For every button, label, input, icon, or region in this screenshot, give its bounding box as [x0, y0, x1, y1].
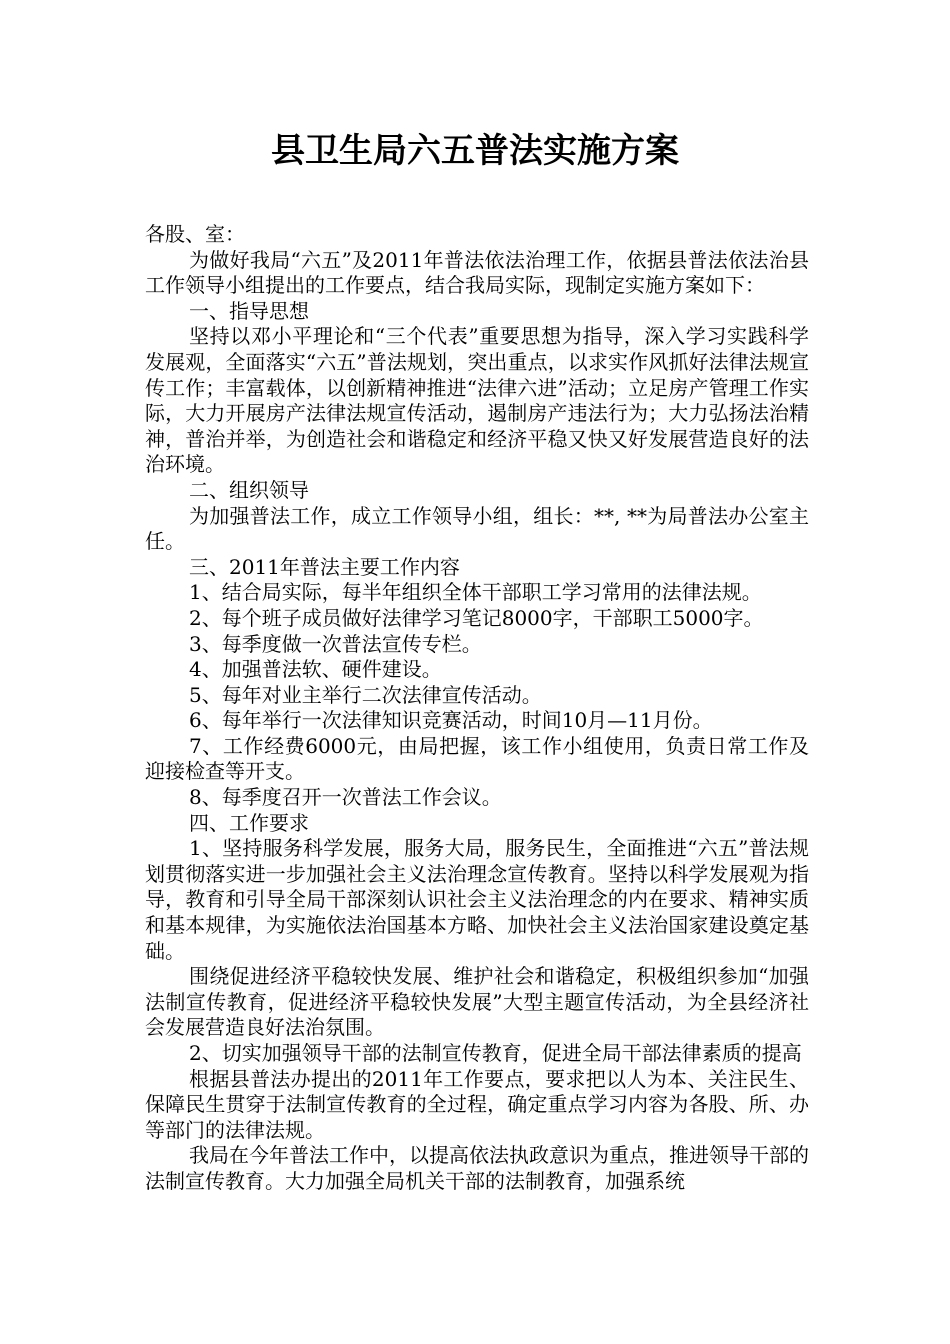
paragraph: 根据县普法办提出的2011年工作要点，要求把以人为本、关注民生、保障民生贯穿于法制宣传教育的全过程，确定重点学习内容为各股、所、办等部门的法律法规。	[145, 1066, 809, 1142]
paragraph: 二、组织领导	[189, 477, 309, 502]
paragraph: 各股、室：	[145, 222, 245, 246]
paragraph: 我局在今年普法工作中，以提高依法执政意识为重点，推进领导干部的法制宣传教育。大力加强全局机关干部的法制教育，加强系统	[145, 1143, 809, 1193]
document-title: 县卫生局六五普法实施方案	[271, 131, 679, 171]
paragraph: 7、工作经费6000元，由局把握，该工作小组使用，负责日常工作及迎接检查等开支。	[145, 733, 809, 784]
document-body	[145, 222, 809, 1195]
paragraph: 6、每年举行一次法律知识竞赛活动，时间10月—11月份。	[189, 708, 713, 733]
paragraph: 8、每季度召开一次普法工作会议。	[189, 785, 502, 810]
paragraph: 2、切实加强领导干部的法制宣传教育，促进全局干部法律素质的提高	[189, 1041, 802, 1065]
paragraph: 为做好我局“六五”及2011年普法依法治理工作，依据县普法依法治县工作领导小组提出的工作要点，结合我局实际，现制定实施方案如下：	[145, 247, 809, 298]
paragraph: 3、每季度做一次普法宣传专栏。	[189, 631, 482, 656]
paragraph: 5、每年对业主举行二次法律宣传活动。	[189, 682, 542, 707]
paragraph: 1、坚持服务科学发展，服务大局，服务民生，全面推进“六五”普法规划贯彻落实进一步加强社会主义法治理念宣传教育。坚持以科学发展观为指导，教育和引导全局干部深刻认识社会主义法治理念的内在要求、精神实质和基本规律，为实施依法治国基本方略、加快社会主义法治国家建设奠定基础。	[145, 836, 809, 963]
paragraph: 围绕促进经济平稳较快发展、维护社会和谐稳定，积极组织参加“加强法制宣传教育，促进经济平稳较快发展”大型主题宣传活动，为全县经济社会发展营造良好法治氛围。	[145, 964, 809, 1040]
paragraph: 四、工作要求	[189, 810, 309, 835]
paragraph: 三、2011年普法主要工作内容	[189, 554, 460, 579]
paragraph: 1、结合局实际，每半年组织全体干部职工学习常用的法律法规。	[189, 580, 762, 605]
paragraph: 4、加强普法软、硬件建设。	[189, 657, 442, 682]
paragraph: 2、每个班子成员做好法律学习笔记8000字，干部职工5000字。	[189, 605, 764, 630]
paragraph: 为加强普法工作，成立工作领导小组，组长：**, **为局普法办公室主任。	[145, 503, 809, 554]
paragraph: 坚持以邓小平理论和“三个代表”重要思想为指导，深入学习实践科学发展观，全面落实“六五”普法规划，突出重点，以求实作风抓好法律法规宣传工作；丰富载体，以创新精神推进“法律六进”活动；立足房产管理工作实际，大力开展房产法律法规宣传活动，遏制房产违法行为；大力弘扬法治精神，普治并举，为创造社会和谐稳定和经济平稳又快又好发展营造良好的法治环境。	[145, 324, 809, 477]
paragraph: 一、指导思想	[189, 298, 309, 323]
